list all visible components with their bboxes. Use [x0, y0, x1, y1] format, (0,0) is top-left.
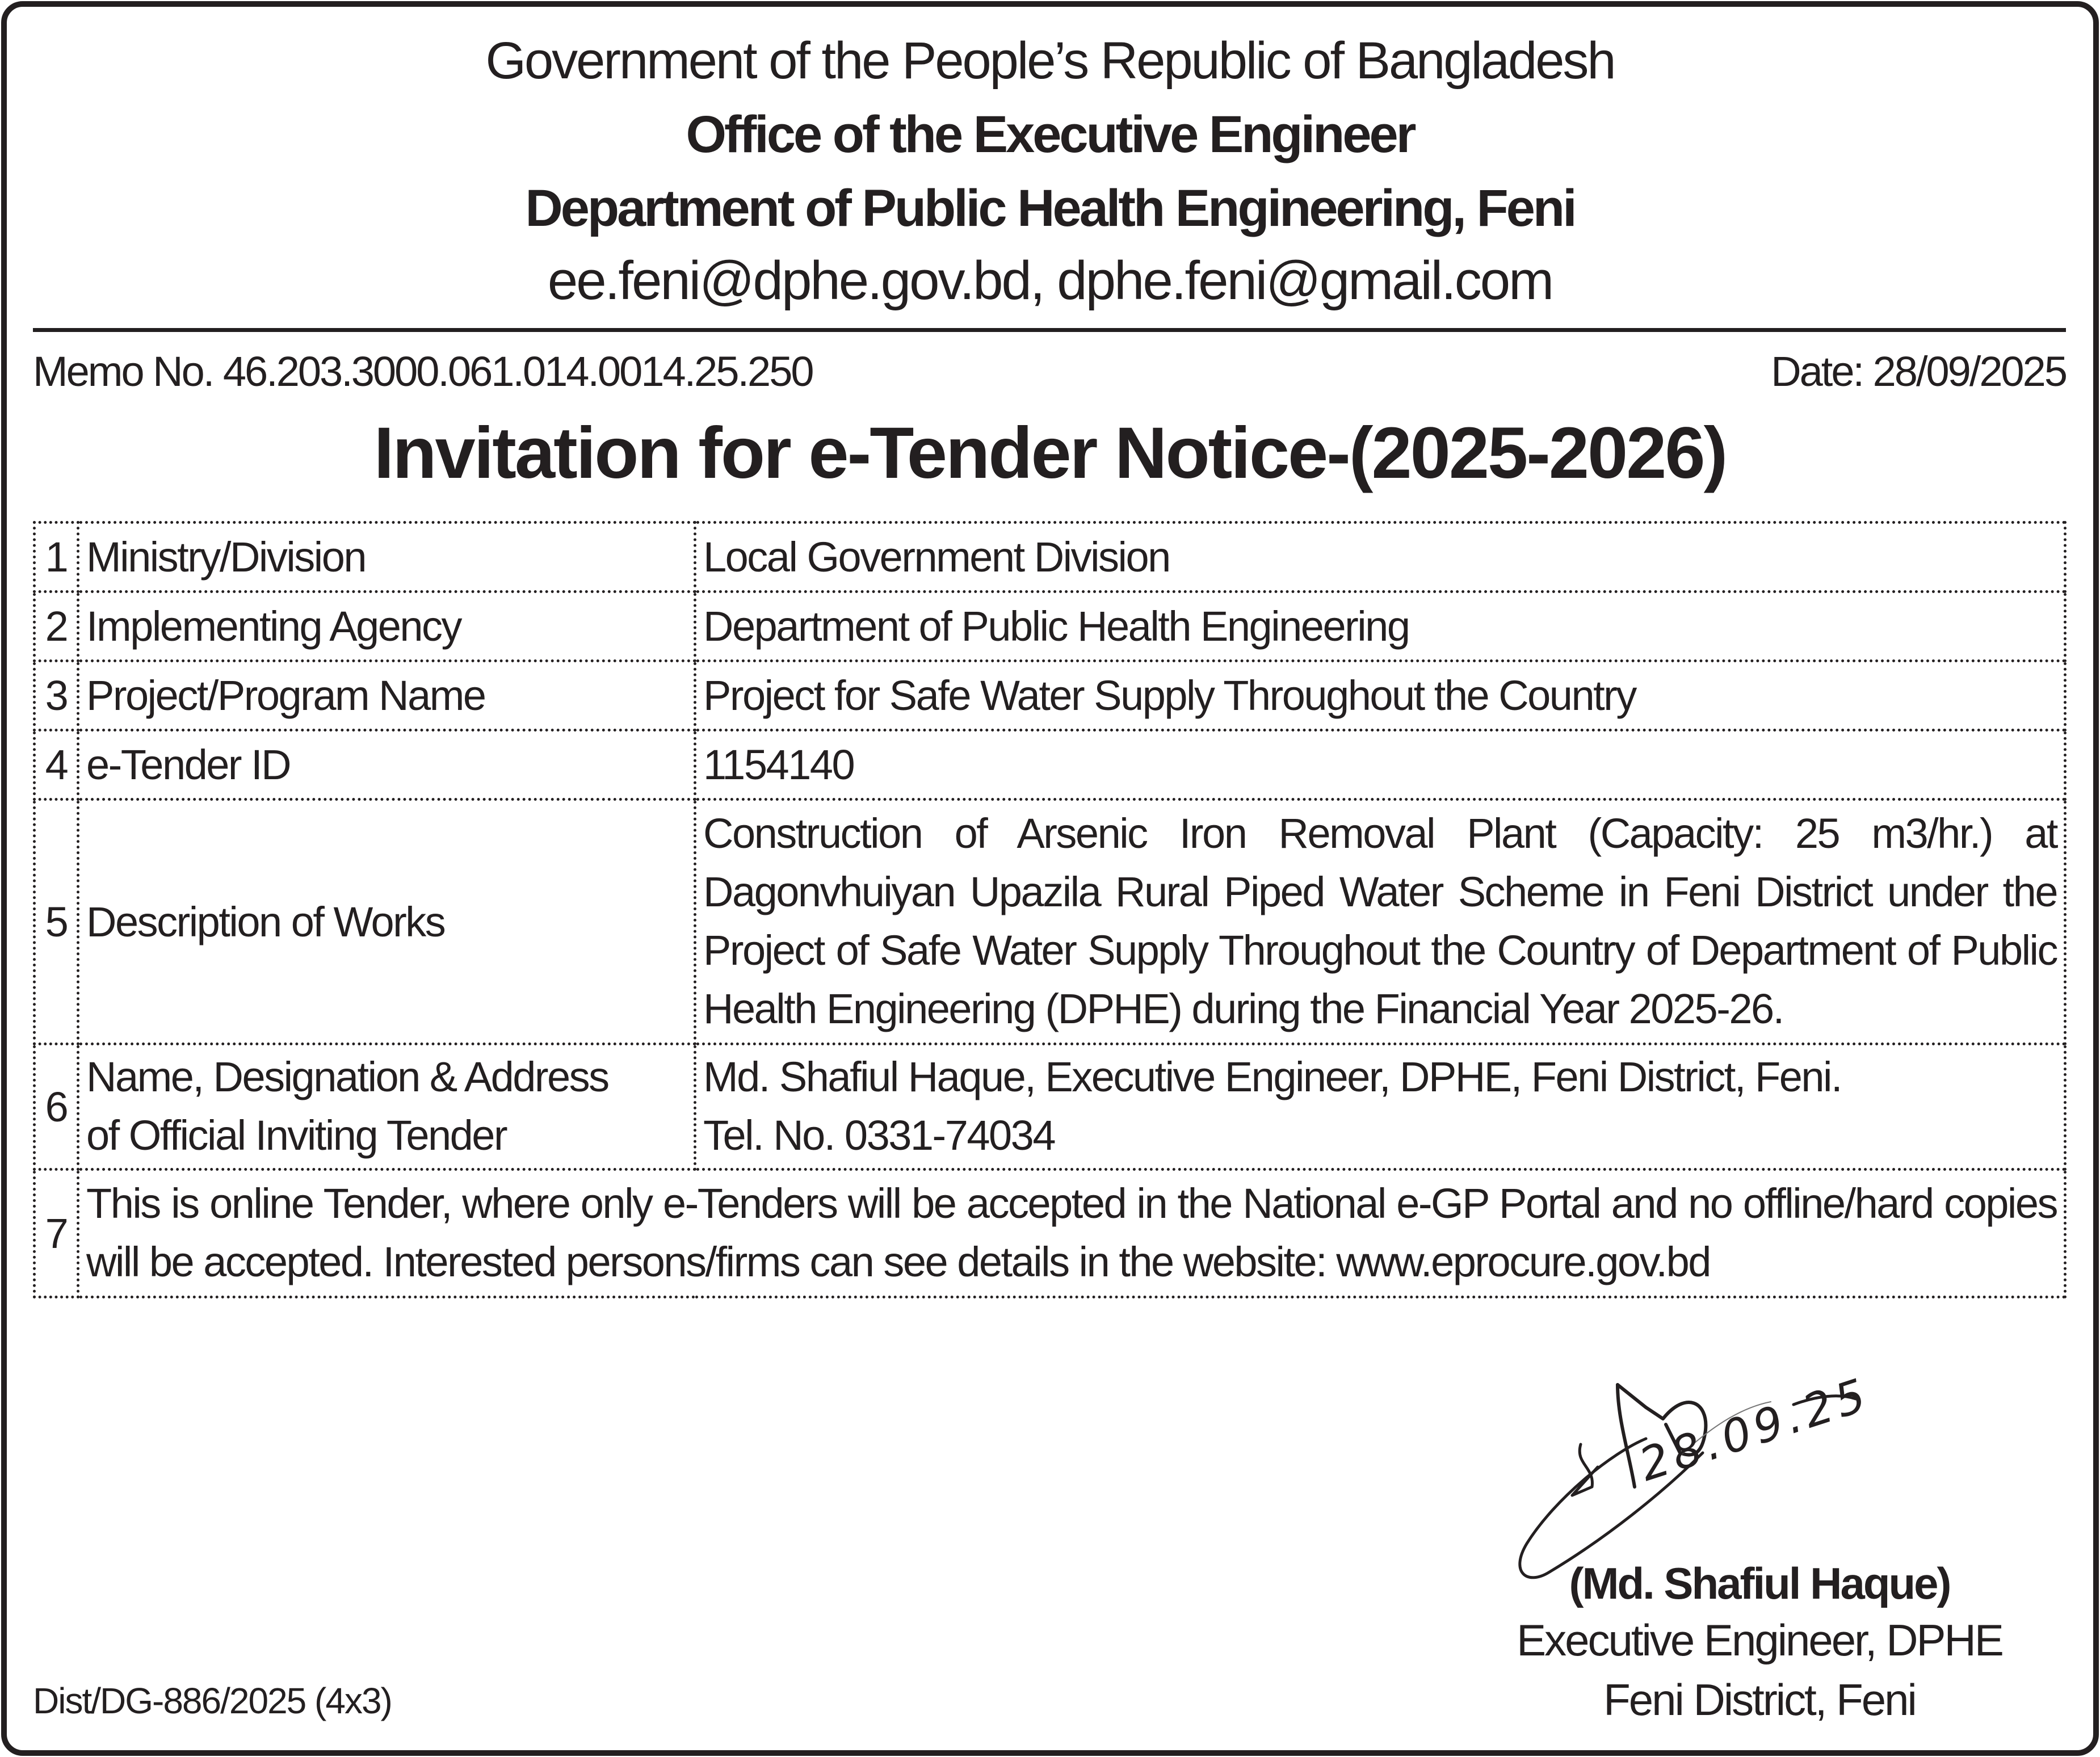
notice-title: Invitation for e-Tender Notice-(2025-2026)	[373, 413, 1727, 494]
row-value	[695, 1044, 2065, 1170]
header-divider	[33, 328, 2066, 332]
office-heading: Office of the Executive Engineer	[686, 106, 1414, 163]
signatory-designation: Executive Engineer, DPHE	[1517, 1615, 2002, 1665]
row-label: Implementing Agency	[78, 592, 695, 661]
row-label	[78, 1044, 695, 1170]
official-name-designation: Md. Shafiul Haque, Executive Engineer, DPHE, Feni District, Feni.	[703, 1053, 1841, 1100]
e-tender-id: 1154140	[695, 730, 2065, 800]
notice-date: Date: 28/09/2025	[1771, 348, 2066, 395]
signatory-name: (Md. Shafiul Haque)	[1569, 1558, 1950, 1608]
row-value: Project for Safe Water Supply Throughout the Country	[695, 661, 2065, 730]
table-row	[35, 661, 2065, 730]
memo-number: Memo No. 46.203.3000.061.014.0014.25.250	[33, 348, 813, 395]
row-label-line: of Official Inviting Tender	[86, 1112, 507, 1159]
table-row	[35, 592, 2065, 661]
row-value: Local Government Division	[695, 523, 2065, 592]
row-number: 7	[35, 1170, 78, 1297]
row-value: Department of Public Health Engineering	[695, 592, 2065, 661]
tender-details-table	[33, 521, 2067, 1298]
government-heading: Government of the People’s Republic of Bangladesh	[485, 32, 1615, 90]
row-number: 3	[35, 661, 78, 730]
row-label: e-Tender ID	[78, 730, 695, 800]
official-telephone: Tel. No. 0331-74034	[703, 1112, 1055, 1159]
table-row	[35, 730, 2065, 800]
row-label-line: Name, Designation & Address	[86, 1053, 608, 1100]
table-row	[35, 523, 2065, 592]
signature-stroke	[1618, 1385, 1635, 1487]
online-tender-note: This is online Tender, where only e-Tenders will be accepted in the National e-GP Portal and no offline/hard copies will be accepted. Interested persons/firms can see details in the website: www.eprocure.gov.bd	[78, 1170, 2065, 1297]
distribution-code: Dist/DG-886/2025 (4x3)	[33, 1680, 392, 1721]
row-label: Project/Program Name	[78, 661, 695, 730]
row-label: Ministry/Division	[78, 523, 695, 592]
contact-emails: ee.feni@dphe.gov.bd, dphe.feni@gmail.com	[547, 250, 1553, 311]
table-row	[35, 1044, 2065, 1170]
row-number: 6	[35, 1044, 78, 1170]
table-row	[35, 1170, 2065, 1297]
signature-icon	[1476, 1368, 2043, 1583]
row-number: 2	[35, 592, 78, 661]
row-number: 4	[35, 730, 78, 800]
table-row	[35, 800, 2065, 1044]
signature-date: 28.09.25	[1633, 1368, 1876, 1492]
row-number: 1	[35, 523, 78, 592]
signatory-location: Feni District, Feni	[1603, 1675, 1916, 1725]
description-of-works: Construction of Arsenic Iron Removal Plant (Capacity: 25 m3/hr.) at Dagonvhuiyan Upazila Rural Piped Water Scheme in Feni District under the Project of Safe Water Supply Throughout the Country of Department of Public Health Engineering (DPHE) during the Financial Year 2025-26.	[695, 800, 2065, 1044]
row-number: 5	[35, 800, 78, 1044]
department-heading: Department of Public Health Engineering, Feni	[525, 179, 1575, 237]
row-label: Description of Works	[78, 800, 695, 1044]
